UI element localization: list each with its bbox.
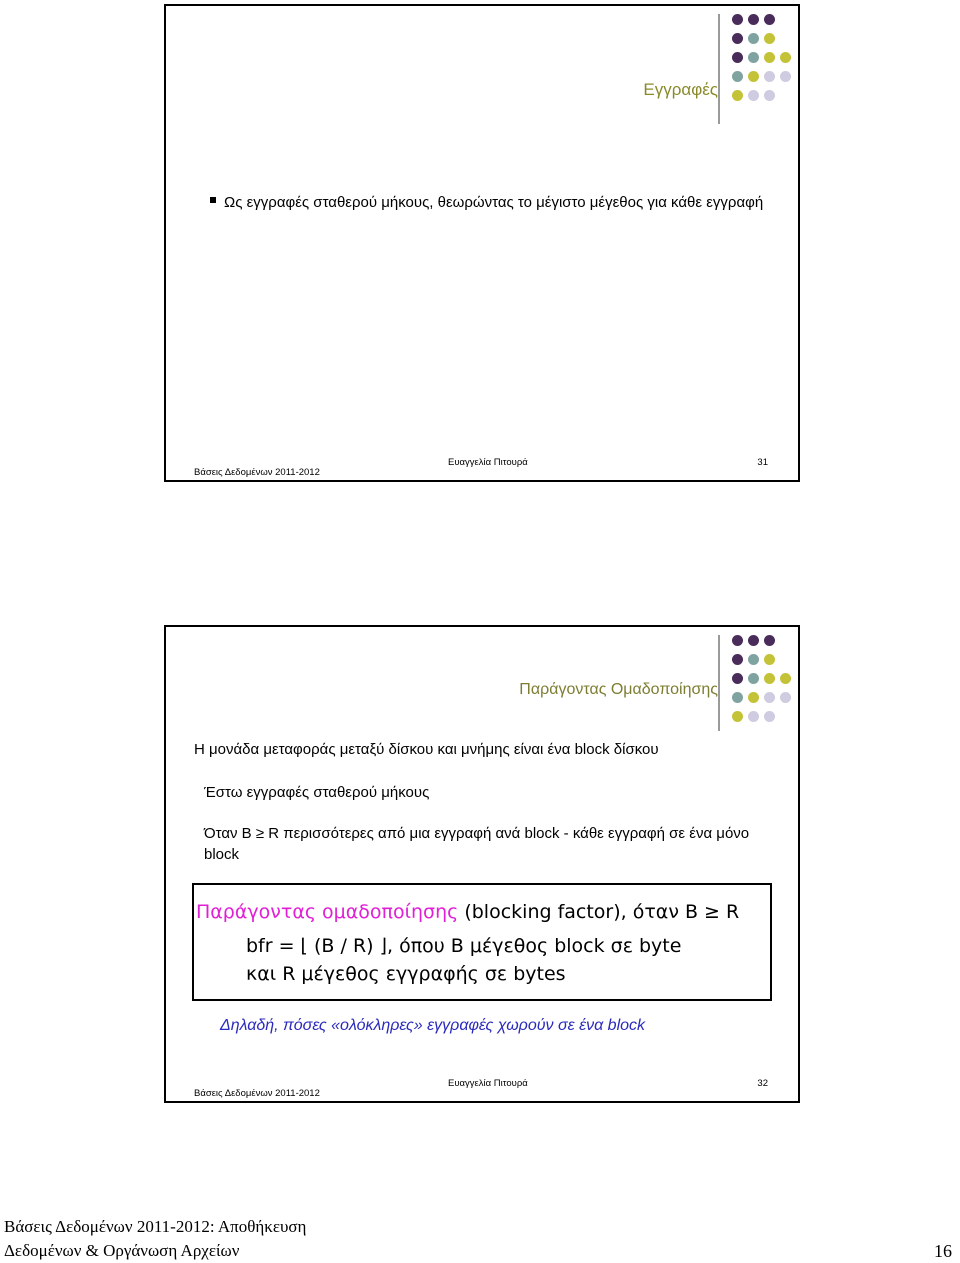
footer-author: Ευαγγελία Πιτουρά bbox=[448, 1078, 528, 1089]
dot-icon bbox=[732, 90, 743, 101]
slide-number: 31 bbox=[757, 457, 768, 468]
dot-icon bbox=[732, 33, 743, 44]
dot-icon bbox=[748, 90, 759, 101]
decorative-dots-icon bbox=[732, 635, 798, 735]
square-bullet-icon bbox=[210, 197, 216, 203]
bullet-text: Ως εγγραφές σταθερού μήκους, θεωρώντας το μέγιστο μέγεθος για κάθε εγγραφή bbox=[224, 194, 764, 211]
dot-icon bbox=[764, 90, 775, 101]
dot-icon bbox=[748, 635, 759, 646]
dot-icon bbox=[732, 635, 743, 646]
slide-title: Παράγοντας Ομαδοποίησης bbox=[519, 681, 718, 698]
dot-icon bbox=[732, 692, 743, 703]
dot-icon bbox=[764, 673, 775, 684]
slide-31 bbox=[164, 4, 800, 482]
footer-author: Ευαγγελία Πιτουρά bbox=[448, 457, 528, 468]
footer-course: Βάσεις Δεδομένων 2011-2012 bbox=[194, 467, 320, 478]
bfr-formula-continuation: και R μέγεθος εγγραφής σε bytes bbox=[246, 963, 566, 985]
dot-icon bbox=[764, 711, 775, 722]
bfr-formula: bfr = ⌊ (B / R) ⌋, όπου B μέγεθος block σε byte bbox=[246, 935, 682, 957]
dot-icon bbox=[748, 71, 759, 82]
slide-number: 32 bbox=[757, 1078, 768, 1089]
dot-icon bbox=[748, 711, 759, 722]
dot-icon bbox=[732, 52, 743, 63]
dot-icon bbox=[732, 654, 743, 665]
dot-icon bbox=[764, 71, 775, 82]
title-divider-line bbox=[718, 635, 720, 731]
blocking-factor-term: Παράγοντας ομαδοποίησης bbox=[196, 901, 459, 923]
slide-title: Εγγραφές bbox=[643, 80, 718, 99]
dot-icon bbox=[748, 673, 759, 684]
dot-icon bbox=[764, 654, 775, 665]
dot-icon bbox=[748, 692, 759, 703]
blocking-factor-condition: (blocking factor), όταν B ≥ R bbox=[458, 901, 740, 923]
dot-icon bbox=[764, 14, 775, 25]
page-footer-text: Βάσεις Δεδομένων 2011-2012: Αποθήκευση Δεδομένων & Οργάνωση Αρχείων bbox=[4, 1217, 307, 1260]
dot-icon bbox=[748, 52, 759, 63]
dot-icon bbox=[764, 33, 775, 44]
dot-icon bbox=[780, 673, 791, 684]
dot-icon bbox=[780, 71, 791, 82]
slide-32 bbox=[164, 625, 800, 1103]
decorative-dots-icon bbox=[732, 14, 798, 114]
page-footer bbox=[4, 1215, 954, 1263]
dot-icon bbox=[748, 14, 759, 25]
dot-icon bbox=[732, 673, 743, 684]
dot-icon bbox=[732, 71, 743, 82]
definition-box bbox=[192, 883, 772, 1001]
dot-icon bbox=[748, 33, 759, 44]
dot-icon bbox=[764, 52, 775, 63]
dot-icon bbox=[780, 692, 791, 703]
explanation-note: Δηλαδή, πόσες «ολόκληρες» εγγραφές χωρούν σε ένα block bbox=[220, 1017, 646, 1034]
dot-icon bbox=[748, 654, 759, 665]
dot-icon bbox=[764, 635, 775, 646]
dot-icon bbox=[764, 692, 775, 703]
page-number: 16 bbox=[934, 1241, 952, 1261]
footer-course: Βάσεις Δεδομένων 2011-2012 bbox=[194, 1088, 320, 1099]
bullet-item bbox=[210, 192, 770, 214]
dot-icon bbox=[732, 711, 743, 722]
dot-icon bbox=[732, 14, 743, 25]
text-line-b-ge-r: Όταν B ≥ R περισσότερες από μια εγγραφή ανά block - κάθε εγγραφή σε ένα μόνο block bbox=[204, 825, 750, 863]
title-divider-line bbox=[718, 14, 720, 124]
dot-icon bbox=[780, 52, 791, 63]
text-line-fixed-length: Έστω εγγραφές σταθερού μήκους bbox=[204, 784, 430, 801]
definition-heading bbox=[196, 901, 739, 923]
text-line-transfer-unit: Η μονάδα μεταφοράς μεταξύ δίσκου και μνήμης είναι ένα block δίσκου bbox=[194, 741, 659, 758]
